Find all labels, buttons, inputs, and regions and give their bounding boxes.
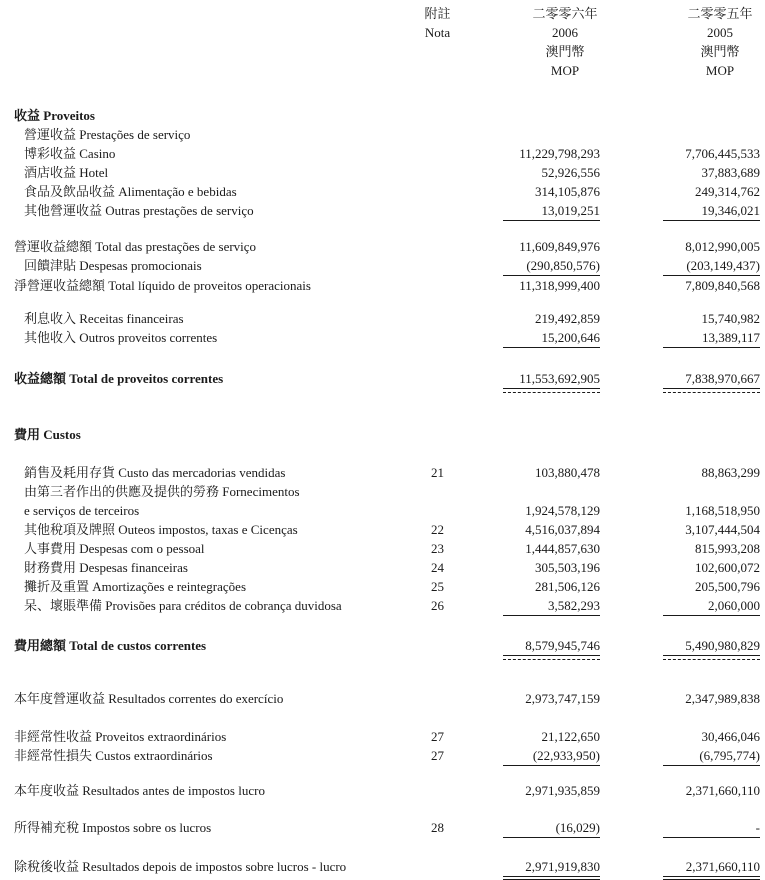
column-header-row-2 bbox=[0, 23, 765, 42]
row-value-2006: 219,492,859 bbox=[535, 311, 600, 326]
row-value-2006: 314,105,876 bbox=[535, 184, 600, 199]
row-spacer bbox=[0, 838, 765, 857]
underlined-value: - bbox=[663, 818, 760, 838]
header-spacer bbox=[0, 61, 410, 80]
row-label: 營運收益 Prestações de serviço bbox=[24, 127, 191, 142]
row-value-2006 bbox=[465, 482, 600, 501]
year-2005-header-currency-zh: 澳門幣 bbox=[700, 44, 740, 59]
total-underlined-value: 11,553,692,905 bbox=[503, 369, 600, 389]
row-value-2005: 37,883,689 bbox=[701, 165, 760, 180]
row-value-2005: 30,466,046 bbox=[701, 729, 760, 744]
table-row bbox=[0, 818, 765, 838]
row-label: 人事費用 Despesas com o pessoal bbox=[24, 541, 205, 556]
row-value-2005 bbox=[600, 256, 760, 276]
row-note bbox=[410, 781, 465, 800]
row-note bbox=[410, 689, 465, 708]
row-label: 由第三者作出的供應及提供的勞務 Fornecimentos bbox=[24, 484, 300, 499]
row-note: 23 bbox=[431, 541, 444, 556]
row-value-2005 bbox=[600, 482, 760, 501]
row-value-2006 bbox=[465, 369, 600, 389]
year-2006-header-year: 2006 bbox=[552, 25, 578, 40]
underlined-value: (6,795,774) bbox=[663, 746, 760, 766]
row-label: 利息收入 Receitas financeiras bbox=[24, 311, 184, 326]
total-underlined-value: 5,490,980,829 bbox=[663, 636, 760, 656]
row-spacer bbox=[0, 348, 765, 369]
table-row bbox=[0, 163, 765, 182]
row-spacer bbox=[0, 766, 765, 781]
table-row bbox=[0, 237, 765, 256]
row-value-2005: 1,168,518,950 bbox=[685, 503, 760, 518]
row-label: 本年度營運收益 Resultados correntes do exercício bbox=[14, 691, 284, 706]
row-label: 營運收益總額 Total das prestações de serviço bbox=[14, 239, 257, 254]
table-row bbox=[0, 309, 765, 328]
year-2006-header-zh: 二零零六年 bbox=[532, 6, 598, 21]
row-note bbox=[410, 636, 465, 656]
row-value-2006: 11,318,999,400 bbox=[519, 278, 600, 293]
row-value-2006: 1,924,578,129 bbox=[525, 503, 600, 518]
table-row bbox=[0, 201, 765, 221]
row-value-2006 bbox=[465, 636, 600, 656]
row-spacer bbox=[0, 80, 765, 106]
row-spacer bbox=[0, 800, 765, 818]
row-value-2006: 2,971,935,859 bbox=[525, 783, 600, 798]
row-note bbox=[410, 425, 465, 444]
underlined-value: 19,346,021 bbox=[663, 201, 760, 221]
row-value-2005: 8,012,990,005 bbox=[685, 239, 760, 254]
row-value-2006: 305,503,196 bbox=[535, 560, 600, 575]
row-note bbox=[410, 106, 465, 125]
row-label: 其他營運收益 Outras prestações de serviço bbox=[24, 203, 254, 218]
row-value-2006: 11,609,849,976 bbox=[519, 239, 600, 254]
row-value-2006: 1,444,857,630 bbox=[525, 541, 600, 556]
row-value-2006: 4,516,037,894 bbox=[525, 522, 600, 537]
table-row bbox=[0, 520, 765, 539]
row-note bbox=[410, 276, 465, 295]
row-label: 博彩收益 Casino bbox=[24, 146, 116, 161]
row-spacer bbox=[0, 444, 765, 463]
section-header-custos bbox=[0, 425, 765, 444]
row-value-2005 bbox=[600, 818, 760, 838]
header-spacer bbox=[0, 23, 410, 42]
table-row bbox=[0, 781, 765, 800]
double-underlined-value: 2,371,660,110 bbox=[663, 857, 760, 877]
row-value-2005 bbox=[600, 201, 760, 221]
row-value-2006: 281,506,126 bbox=[535, 579, 600, 594]
row-note bbox=[410, 237, 465, 256]
row-note: 25 bbox=[431, 579, 444, 594]
table-row bbox=[0, 276, 765, 295]
row-value-2006: 103,880,478 bbox=[535, 465, 600, 480]
row-note: 22 bbox=[431, 522, 444, 537]
section-title: 收益 Proveitos bbox=[14, 108, 95, 123]
row-note bbox=[410, 369, 465, 389]
row-value-2006 bbox=[465, 818, 600, 838]
row-label: 費用總額 Total de custos correntes bbox=[14, 638, 207, 653]
table-row bbox=[0, 328, 765, 348]
row-value-2006 bbox=[465, 201, 600, 221]
underlined-value: 2,060,000 bbox=[663, 596, 760, 616]
year-2005-header-zh: 二零零五年 bbox=[687, 6, 753, 21]
header-spacer bbox=[410, 61, 465, 80]
row-note bbox=[410, 482, 465, 501]
row-label: 非經常性損失 Custos extraordinários bbox=[14, 748, 213, 763]
table-row bbox=[0, 501, 765, 520]
row-value-2005: 102,600,072 bbox=[695, 560, 760, 575]
row-note bbox=[410, 309, 465, 328]
year-2006-header-currency-zh: 澳門幣 bbox=[545, 44, 585, 59]
row-value-2005 bbox=[600, 106, 760, 125]
row-label: 所得補充稅 Impostos sobre os lucros bbox=[14, 820, 212, 835]
row-label: 其他稅項及牌照 Outeos impostos, taxas e Cicenças bbox=[24, 522, 298, 537]
row-value-2006 bbox=[465, 256, 600, 276]
row-value-2005 bbox=[600, 857, 760, 877]
row-note: 27 bbox=[431, 729, 444, 744]
row-note: 27 bbox=[431, 748, 444, 763]
row-value-2005: 815,993,208 bbox=[695, 541, 760, 556]
row-note: 21 bbox=[431, 465, 444, 480]
row-label: 其他收入 Outros proveitos correntes bbox=[24, 330, 218, 345]
row-label: 銷售及耗用存貨 Custo das mercadorias vendidas bbox=[24, 465, 286, 480]
underlined-value: 3,582,293 bbox=[503, 596, 600, 616]
row-spacer bbox=[0, 221, 765, 237]
table-row bbox=[0, 539, 765, 558]
table-row bbox=[0, 577, 765, 596]
row-note bbox=[410, 125, 465, 144]
row-spacer bbox=[0, 295, 765, 309]
row-spacer bbox=[0, 389, 765, 425]
total-row-custos bbox=[0, 636, 765, 656]
underlined-value: (290,850,576) bbox=[503, 256, 600, 276]
table-row bbox=[0, 482, 765, 501]
row-label: 財務費用 Despesas financeiras bbox=[24, 560, 188, 575]
header-spacer bbox=[410, 42, 465, 61]
row-value-2005 bbox=[600, 328, 760, 348]
header-spacer bbox=[0, 42, 410, 61]
underlined-value: 13,019,251 bbox=[503, 201, 600, 221]
year-2005-header-year: 2005 bbox=[707, 25, 733, 40]
row-value-2005: 7,809,840,568 bbox=[685, 278, 760, 293]
underlined-value: 15,200,646 bbox=[503, 328, 600, 348]
table-row bbox=[0, 596, 765, 616]
row-value-2006 bbox=[465, 328, 600, 348]
row-note bbox=[410, 328, 465, 348]
row-value-2005: 205,500,796 bbox=[695, 579, 760, 594]
row-note bbox=[410, 182, 465, 201]
row-spacer bbox=[0, 708, 765, 727]
row-value-2005: 249,314,762 bbox=[695, 184, 760, 199]
row-label: 淨營運收益總額 Total líquido de proveitos operacionais bbox=[14, 278, 311, 293]
note-column-header-pt: Nota bbox=[424, 25, 451, 40]
table-row bbox=[0, 125, 765, 144]
row-label: e serviços de terceiros bbox=[24, 503, 140, 518]
table-row bbox=[0, 144, 765, 163]
table-row bbox=[0, 463, 765, 482]
table-row bbox=[0, 256, 765, 276]
row-value-2005 bbox=[600, 596, 760, 616]
row-value-2006 bbox=[465, 425, 600, 444]
row-value-2006 bbox=[465, 125, 600, 144]
row-label: 酒店收益 Hotel bbox=[24, 165, 109, 180]
column-header-row-4 bbox=[0, 61, 765, 80]
total-underlined-value: 8,579,945,746 bbox=[503, 636, 600, 656]
row-value-2005 bbox=[600, 425, 760, 444]
row-value-2005: 15,740,982 bbox=[701, 311, 760, 326]
section-title: 費用 Custos bbox=[14, 427, 81, 442]
underlined-value: (16,029) bbox=[503, 818, 600, 838]
row-label: 收益總額 Total de proveitos correntes bbox=[14, 371, 224, 386]
row-value-2005 bbox=[600, 746, 760, 766]
year-2006-header-currency-code: MOP bbox=[550, 63, 580, 78]
table-row bbox=[0, 727, 765, 746]
row-note: 28 bbox=[431, 820, 444, 835]
row-value-2005: 3,107,444,504 bbox=[685, 522, 760, 537]
row-value-2005 bbox=[600, 125, 760, 144]
row-value-2005: 2,371,660,110 bbox=[685, 783, 760, 798]
header-spacer bbox=[0, 4, 410, 23]
row-value-2005: 2,347,989,838 bbox=[685, 691, 760, 706]
row-value-2006: 52,926,556 bbox=[541, 165, 600, 180]
section-header-proveitos bbox=[0, 106, 765, 125]
row-label: 除稅後收益 Resultados depois de impostos sobre lucros - lucro bbox=[14, 859, 347, 874]
underlined-value: 13,389,117 bbox=[663, 328, 760, 348]
row-label: 本年度收益 Resultados antes de impostos lucro bbox=[14, 783, 265, 798]
note-column-header-zh: 附註 bbox=[424, 6, 451, 21]
net-result-row bbox=[0, 857, 765, 877]
underlined-value: (203,149,437) bbox=[663, 256, 760, 276]
row-value-2006 bbox=[465, 857, 600, 877]
row-value-2006 bbox=[465, 746, 600, 766]
row-label: 食品及飲品收益 Alimentação e bebidas bbox=[24, 184, 237, 199]
row-note bbox=[410, 501, 465, 520]
total-row-proveitos bbox=[0, 369, 765, 389]
row-note: 24 bbox=[431, 560, 444, 575]
row-value-2006 bbox=[465, 106, 600, 125]
table-row bbox=[0, 746, 765, 766]
row-note bbox=[410, 163, 465, 182]
underlined-value: (22,933,950) bbox=[503, 746, 600, 766]
row-value-2005: 7,706,445,533 bbox=[685, 146, 760, 161]
table-row bbox=[0, 182, 765, 201]
row-note: 26 bbox=[431, 598, 444, 613]
row-label: 攤折及重置 Amortizações e reintegrações bbox=[24, 579, 247, 594]
total-underlined-value: 7,838,970,667 bbox=[663, 369, 760, 389]
row-value-2006 bbox=[465, 596, 600, 616]
row-note bbox=[410, 256, 465, 276]
row-value-2005 bbox=[600, 369, 760, 389]
row-note bbox=[410, 857, 465, 877]
double-underlined-value: 2,971,919,830 bbox=[503, 857, 600, 877]
row-value-2006: 21,122,650 bbox=[541, 729, 600, 744]
row-value-2006: 2,973,747,159 bbox=[525, 691, 600, 706]
row-note bbox=[410, 144, 465, 163]
row-value-2005: 88,863,299 bbox=[701, 465, 760, 480]
table-row bbox=[0, 558, 765, 577]
row-spacer bbox=[0, 656, 765, 689]
row-label: 非經常性收益 Proveitos extraordinários bbox=[14, 729, 227, 744]
year-2005-header-currency-code: MOP bbox=[705, 63, 735, 78]
column-header-row-1 bbox=[0, 4, 765, 23]
column-header-row-3 bbox=[0, 42, 765, 61]
row-value-2006: 11,229,798,293 bbox=[519, 146, 600, 161]
table-row bbox=[0, 689, 765, 708]
row-label: 回饋津貼 Despesas promocionais bbox=[24, 258, 202, 273]
row-value-2005 bbox=[600, 636, 760, 656]
row-note bbox=[410, 201, 465, 221]
row-label: 呆、壞賬準備 Provisões para créditos de cobrança duvidosa bbox=[24, 598, 342, 613]
row-spacer bbox=[0, 616, 765, 636]
